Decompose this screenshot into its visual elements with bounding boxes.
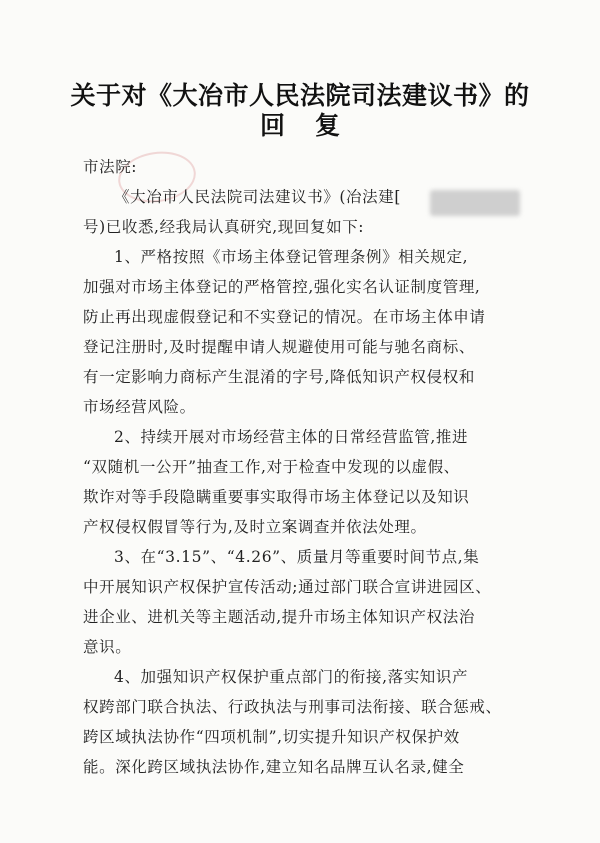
paragraph-line: 《大冶市人民法院司法建议书》(冶法建[ [114, 188, 401, 206]
paragraph-line: 号)已收悉,经我局认真研究,现回复如下: [83, 218, 365, 236]
paragraph-line: 1、严格按照《市场主体登记管理条例》相关规定, [114, 248, 469, 266]
paragraph-line: 中开展知识产权保护宣传活动;通过部门联合宣讲进园区、 [83, 578, 492, 596]
paragraph-line: 加强对市场主体登记的严格管控,强化实名认证制度管理, [83, 278, 481, 296]
paragraph-line: 意识。 [83, 638, 132, 656]
document-title-line-2: 回复 [259, 111, 370, 140]
document-title-line-1: 关于对《大冶市人民法院司法建议书》的 [70, 81, 530, 110]
paragraph-line: 防止再出现虚假登记和不实登记的情况。在市场主体申请 [83, 308, 486, 326]
paragraph-line: “双随机一公开”抽查工作,对于检查中发现的以虚假、 [83, 458, 460, 476]
paragraph-line: 欺诈对等手段隐瞒重要事实取得市场主体登记以及知识 [83, 488, 470, 506]
paragraph-line: 产权侵权假冒等行为,及时立案调查并依法处理。 [83, 518, 427, 536]
paragraph-line: 登记注册时,及时提醒申请人规避使用可能与驰名商标、 [83, 338, 475, 356]
paragraph-line: 有一定影响力商标产生混淆的字号,降低知识产权侵权和 [83, 368, 475, 386]
salutation: 市法院: [83, 158, 138, 176]
redacted-text [430, 190, 520, 216]
paragraph-line: 权跨部门联合执法、行政执法与刑事司法衔接、联合惩戒、 [83, 698, 502, 716]
paragraph-line: 跨区域执法协作“四项机制”,切实提升知识产权保护效 [83, 728, 460, 746]
paragraph-line: 4、加强知识产权保护重点部门的衔接,落实知识产 [114, 668, 469, 686]
paragraph-line: 进企业、进机关等主题活动,提升市场主体知识产权法治 [83, 608, 475, 626]
paragraph-line: 3、在“3.15”、“4.26”、质量月等重要时间节点,集 [114, 548, 480, 566]
paragraph-line: 2、持续开展对市场经营主体的日常经营监管,推进 [114, 428, 469, 446]
paragraph-line: 市场经营风险。 [83, 398, 196, 416]
paragraph-line: 能。深化跨区域执法协作,建立知名品牌互认名录,健全 [83, 758, 465, 776]
